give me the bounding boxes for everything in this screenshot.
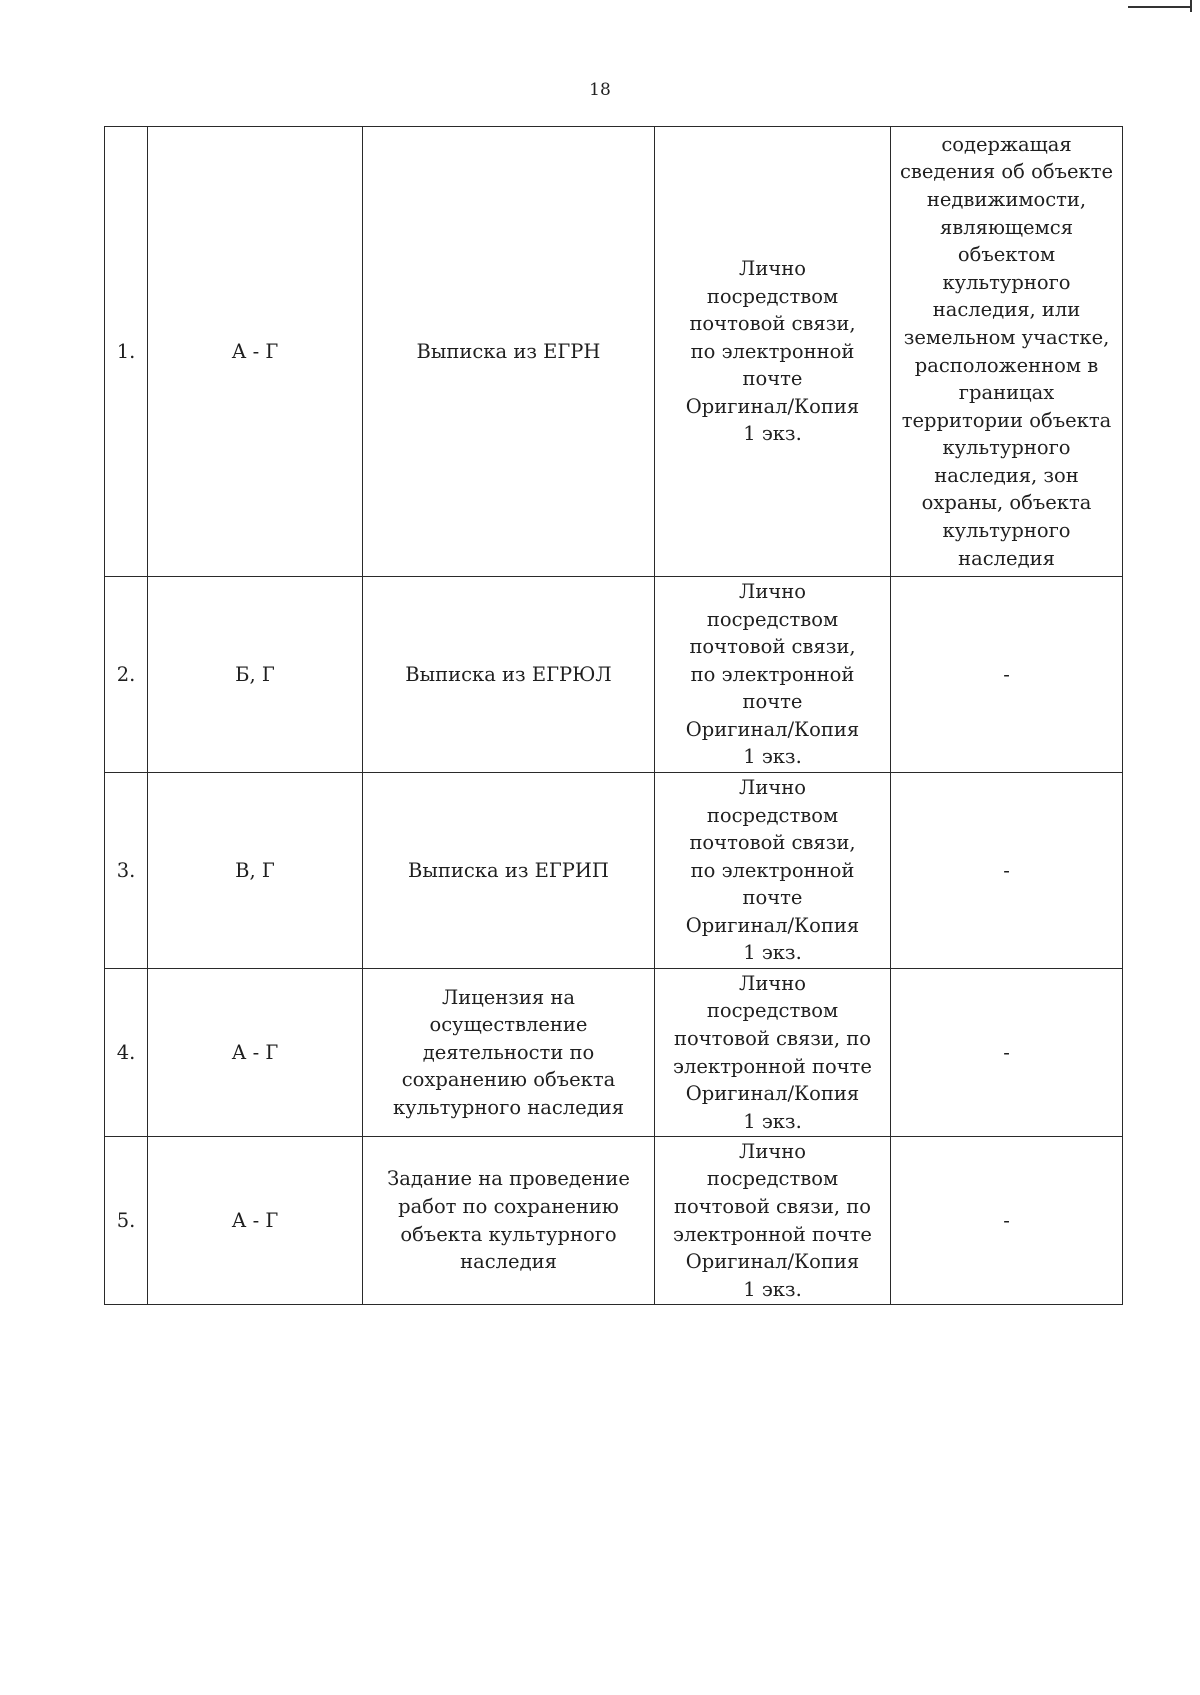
scan-corner-tick <box>1190 0 1192 12</box>
category-cell <box>148 1137 363 1305</box>
category-cell <box>148 969 363 1137</box>
row-number-cell <box>105 969 148 1137</box>
note-cell <box>891 1137 1123 1305</box>
document-note: - <box>1003 858 1010 882</box>
category-cell <box>148 773 363 969</box>
table-row <box>105 1137 1123 1305</box>
document-name: Задание на проведение работ по сохранению объекта культурного наследия <box>387 1167 630 1274</box>
submission-method: Лично посредством почтовой связи, по электронной почте Оригинал/Копия 1 экз. <box>673 971 872 1133</box>
note-cell <box>891 127 1123 577</box>
row-number-cell <box>105 773 148 969</box>
document-note: - <box>1003 662 1010 686</box>
applicant-category: Б, Г <box>235 662 275 686</box>
note-cell <box>891 969 1123 1137</box>
document-name: Лицензия на осуществление деятельности по сохранению объекта культурного наследия <box>392 985 625 1119</box>
row-number: 4. <box>116 1040 136 1064</box>
row-number: 3. <box>116 858 136 882</box>
category-cell <box>148 577 363 773</box>
document-cell <box>363 127 655 577</box>
row-number-cell <box>105 1137 148 1305</box>
row-number-cell <box>105 127 148 577</box>
note-cell <box>891 773 1123 969</box>
document-name: Выписка из ЕГРЮЛ <box>405 662 612 686</box>
document-name: Выписка из ЕГРИП <box>408 858 609 882</box>
submission-method: Лично посредством почтовой связи, по электронной почте Оригинал/Копия 1 экз. <box>673 1139 872 1301</box>
document-note: содержащая сведения об объекте недвижимости, являющемся объектом культурного наследия, или земельном участке, расположенном в границах территории объекта культурного наследия, зон охраны, объекта культурного наследия <box>899 132 1114 570</box>
method-cell <box>655 969 891 1137</box>
document-name: Выписка из ЕГРН <box>416 339 601 363</box>
method-cell <box>655 773 891 969</box>
document-cell <box>363 577 655 773</box>
applicant-category: А - Г <box>231 339 279 363</box>
note-cell <box>891 577 1123 773</box>
document-cell <box>363 969 655 1137</box>
documents-table <box>104 126 1123 1305</box>
document-cell <box>363 1137 655 1305</box>
applicant-category: А - Г <box>231 1040 279 1064</box>
row-number: 1. <box>116 339 136 363</box>
document-note: - <box>1003 1040 1010 1064</box>
applicant-category: В, Г <box>235 858 275 882</box>
submission-method: Лично посредством почтовой связи, по электронной почте Оригинал/Копия 1 экз. <box>685 579 860 769</box>
submission-method: Лично посредством почтовой связи, по электронной почте Оригинал/Копия 1 экз. <box>685 256 860 446</box>
table-row <box>105 969 1123 1137</box>
page-number: 18 <box>589 80 611 100</box>
table-row <box>105 773 1123 969</box>
applicant-category: А - Г <box>231 1208 279 1232</box>
category-cell <box>148 127 363 577</box>
submission-method: Лично посредством почтовой связи, по электронной почте Оригинал/Копия 1 экз. <box>685 775 860 965</box>
method-cell <box>655 577 891 773</box>
table-row <box>105 127 1123 577</box>
scan-corner-mark <box>1128 0 1190 8</box>
document-note: - <box>1003 1208 1010 1232</box>
document-cell <box>363 773 655 969</box>
row-number-cell <box>105 577 148 773</box>
row-number: 5. <box>116 1208 136 1232</box>
table-row <box>105 577 1123 773</box>
method-cell <box>655 127 891 577</box>
method-cell <box>655 1137 891 1305</box>
row-number: 2. <box>116 662 136 686</box>
